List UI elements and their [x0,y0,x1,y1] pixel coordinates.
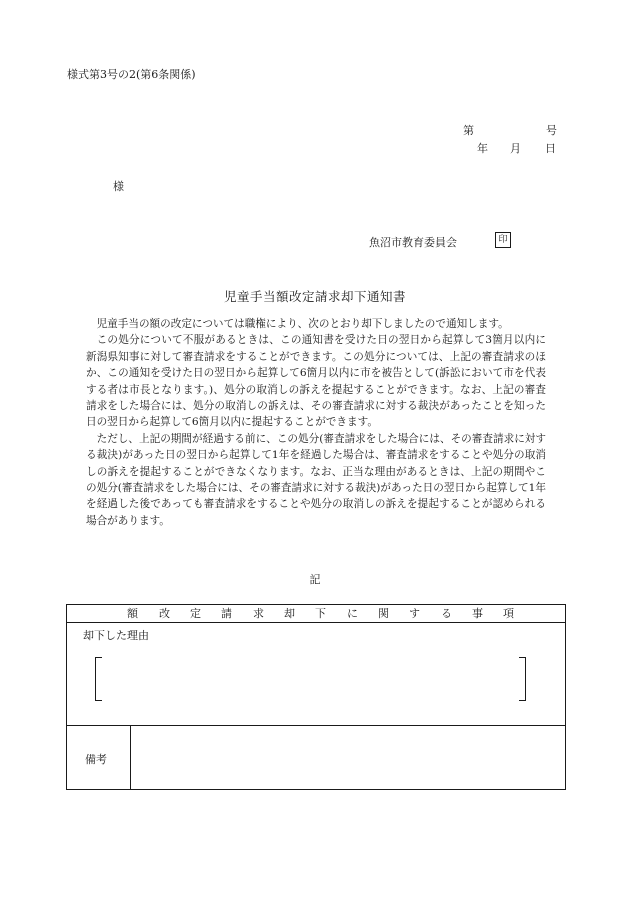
date-month-label: 月 [510,142,521,155]
rejection-reason-label: 却下した理由 [83,629,149,642]
date-day-label: 日 [545,142,556,155]
header-char: 求 [253,607,264,620]
remarks-row [67,725,565,789]
header-char: 関 [378,607,389,620]
addressee-suffix: 様 [113,180,124,193]
header-char: 請 [221,607,232,620]
header-char: 改 [159,607,170,620]
bracket-right-mark [519,657,526,701]
header-char: に [347,607,358,620]
document-title: 児童手当額改定請求却下通知書 [223,289,406,304]
header-char: す [409,607,420,620]
header-char: 額 [127,607,138,620]
bracket-left-mark [95,657,102,701]
remarks-label: 備考 [85,753,107,766]
date-year-label: 年 [477,142,488,155]
ki-label: 記 [309,573,321,586]
document-number-prefix: 第 [463,124,474,137]
remarks-label-cell [67,726,131,789]
seal-mark: 印 [495,232,511,248]
header-char: 却 [284,607,295,620]
issuer-name: 魚沼市教育委員会 [369,236,457,249]
header-char: 項 [503,607,514,620]
body-paragraph-3: ただし、上記の期間が経過する前に、この処分(審査請求をした場合には、その審査請求に対する裁決)があった日の翌日から起算して1年を経過した場合は、審査請求をすることや処分の取消しの訴えを提起することができなくなります。なお、正当な理由があるときは、上記の期間やこの処分(審査請求をした場合には、その審査請求に対する裁決)があった日の翌日から起算して1年を経過した後であっても審査請求をすることや処分の取消しの訴えを提起することが認められる場合があります。 [86,432,546,527]
notice-body [86,316,546,529]
header-char: 定 [190,607,201,620]
rejection-matters-table [66,604,566,790]
body-paragraph-1: 児童手当の額の改定については職権により、次のとおり却下しましたので通知します。 [96,318,509,330]
header-char: 下 [315,607,326,620]
body-paragraph-2: この処分について不服があるときは、この通知書を受けた日の翌日から起算して3箇月以内に新潟県知事に対して審査請求をすることができます。この処分については、上記の審査請求のほか、この通知を受けた日の翌日から起算して6箇月以内に市を被告として(訴訟において市を代表する者は市長となります。)、処分の取消しの訴えを提起することができます。なお、上記の審査請求をした場合には、処分の取消しの訴えは、その審査請求に対する裁決があったことを知った日の翌日から起算して6箇月以内に提起することができます。 [86,334,546,429]
remarks-value[interactable] [131,726,565,789]
header-char: る [441,607,452,620]
form-number: 様式第3号の2(第6条関係) [67,68,196,81]
document-number-suffix: 号 [546,124,557,137]
table-header [67,605,565,623]
header-char: 事 [472,607,483,620]
